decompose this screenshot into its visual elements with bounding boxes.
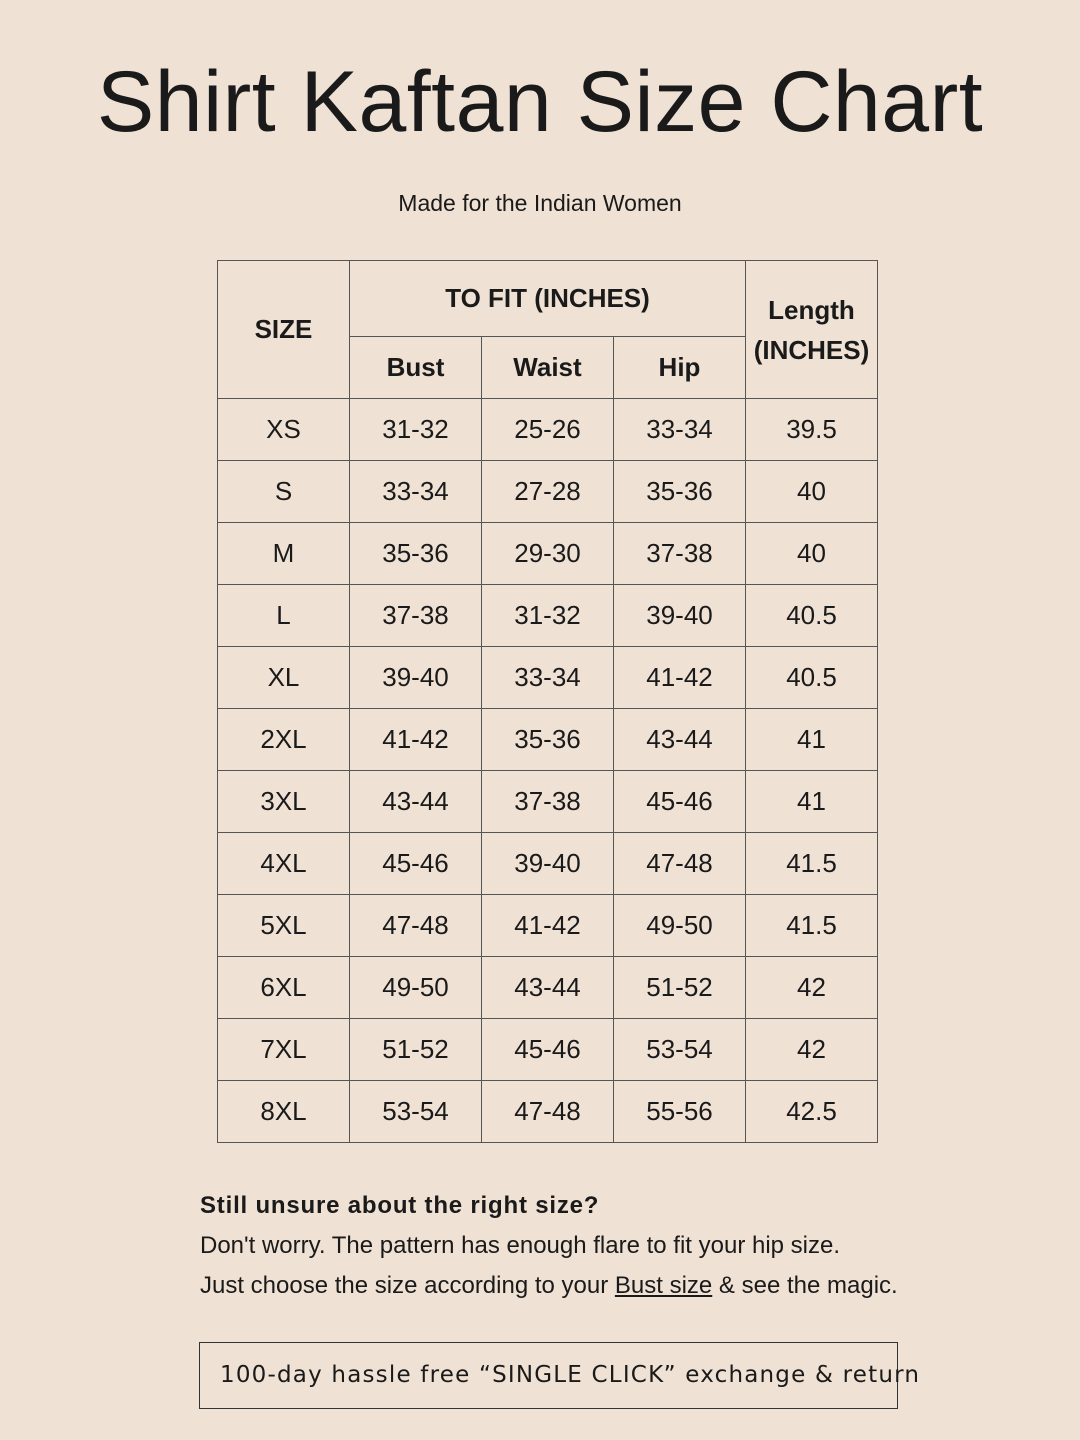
length-cell: 40 — [746, 461, 878, 523]
waist-cell: 29-30 — [482, 523, 614, 585]
waist-cell: 25-26 — [482, 399, 614, 461]
table-row — [218, 1081, 878, 1143]
hip-cell: 43-44 — [614, 709, 746, 771]
length-cell: 41 — [746, 771, 878, 833]
hip-cell: 47-48 — [614, 833, 746, 895]
size-cell: 8XL — [218, 1081, 350, 1143]
sizing-advice-text: Just choose the size according to your — [200, 1272, 615, 1299]
length-header — [746, 261, 878, 399]
length-cell: 40 — [746, 523, 878, 585]
hip-cell: 39-40 — [614, 585, 746, 647]
length-cell: 42 — [746, 957, 878, 1019]
hip-cell: 49-50 — [614, 895, 746, 957]
length-cell: 40.5 — [746, 585, 878, 647]
sizing-advice — [200, 1266, 900, 1306]
exchange-return-banner: 100-day hassle free “SINGLE CLICK” exchange & return — [199, 1342, 898, 1409]
bust-cell: 41-42 — [350, 709, 482, 771]
size-cell: L — [218, 585, 350, 647]
length-cell: 42 — [746, 1019, 878, 1081]
length-header-label: Length — [768, 294, 855, 325]
size-cell: 4XL — [218, 833, 350, 895]
table-row — [218, 895, 878, 957]
length-cell: 40.5 — [746, 647, 878, 709]
table-row — [218, 647, 878, 709]
table-row — [218, 771, 878, 833]
bust-cell: 39-40 — [350, 647, 482, 709]
table-row — [218, 585, 878, 647]
table-row — [218, 1019, 878, 1081]
sizing-note-line: Don't worry. The pattern has enough flare to fit your hip size. — [200, 1232, 841, 1259]
table-row — [218, 461, 878, 523]
size-cell: M — [218, 523, 350, 585]
length-cell: 42.5 — [746, 1081, 878, 1143]
waist-cell: 33-34 — [482, 647, 614, 709]
bust-cell: 37-38 — [350, 585, 482, 647]
length-cell: 41 — [746, 709, 878, 771]
length-header-unit: (INCHES) — [753, 334, 870, 365]
waist-cell: 45-46 — [482, 1019, 614, 1081]
sizing-question: Still unsure about the right size? — [200, 1192, 600, 1219]
hip-cell: 37-38 — [614, 523, 746, 585]
bust-cell: 47-48 — [350, 895, 482, 957]
table-row — [218, 523, 878, 585]
bust-cell: 43-44 — [350, 771, 482, 833]
size-cell: 2XL — [218, 709, 350, 771]
size-chart-table — [217, 260, 878, 1143]
sizing-notes — [200, 1186, 900, 1306]
sizing-advice-end: & see the magic. — [712, 1272, 898, 1299]
bust-cell: 31-32 — [350, 399, 482, 461]
bust-cell: 51-52 — [350, 1019, 482, 1081]
hip-cell: 53-54 — [614, 1019, 746, 1081]
bust-size-link[interactable]: Bust size — [614, 1272, 713, 1299]
waist-cell: 35-36 — [482, 709, 614, 771]
length-cell: 39.5 — [746, 399, 878, 461]
size-cell: XS — [218, 399, 350, 461]
subtitle: Made for the Indian Women — [398, 190, 682, 216]
waist-cell: 31-32 — [482, 585, 614, 647]
waist-cell: 37-38 — [482, 771, 614, 833]
to-fit-header: TO FIT (INCHES) — [350, 261, 746, 337]
table-row — [218, 833, 878, 895]
hip-cell: 51-52 — [614, 957, 746, 1019]
waist-header: Waist — [482, 337, 614, 399]
bust-cell: 35-36 — [350, 523, 482, 585]
bust-cell: 45-46 — [350, 833, 482, 895]
size-header: SIZE — [218, 261, 350, 399]
hip-header: Hip — [614, 337, 746, 399]
bust-cell: 33-34 — [350, 461, 482, 523]
bust-cell: 49-50 — [350, 957, 482, 1019]
table-row — [218, 709, 878, 771]
size-cell: 3XL — [218, 771, 350, 833]
table-row — [218, 957, 878, 1019]
waist-cell: 43-44 — [482, 957, 614, 1019]
page-title: Shirt Kaftan Size Chart — [96, 54, 984, 150]
bust-cell: 53-54 — [350, 1081, 482, 1143]
hip-cell: 45-46 — [614, 771, 746, 833]
length-cell: 41.5 — [746, 895, 878, 957]
waist-cell: 27-28 — [482, 461, 614, 523]
length-cell: 41.5 — [746, 833, 878, 895]
waist-cell: 41-42 — [482, 895, 614, 957]
waist-cell: 47-48 — [482, 1081, 614, 1143]
hip-cell: 55-56 — [614, 1081, 746, 1143]
size-cell: S — [218, 461, 350, 523]
size-cell: 6XL — [218, 957, 350, 1019]
size-cell: XL — [218, 647, 350, 709]
hip-cell: 41-42 — [614, 647, 746, 709]
size-cell: 5XL — [218, 895, 350, 957]
bust-header: Bust — [350, 337, 482, 399]
hip-cell: 33-34 — [614, 399, 746, 461]
table-row — [218, 399, 878, 461]
waist-cell: 39-40 — [482, 833, 614, 895]
hip-cell: 35-36 — [614, 461, 746, 523]
size-cell: 7XL — [218, 1019, 350, 1081]
